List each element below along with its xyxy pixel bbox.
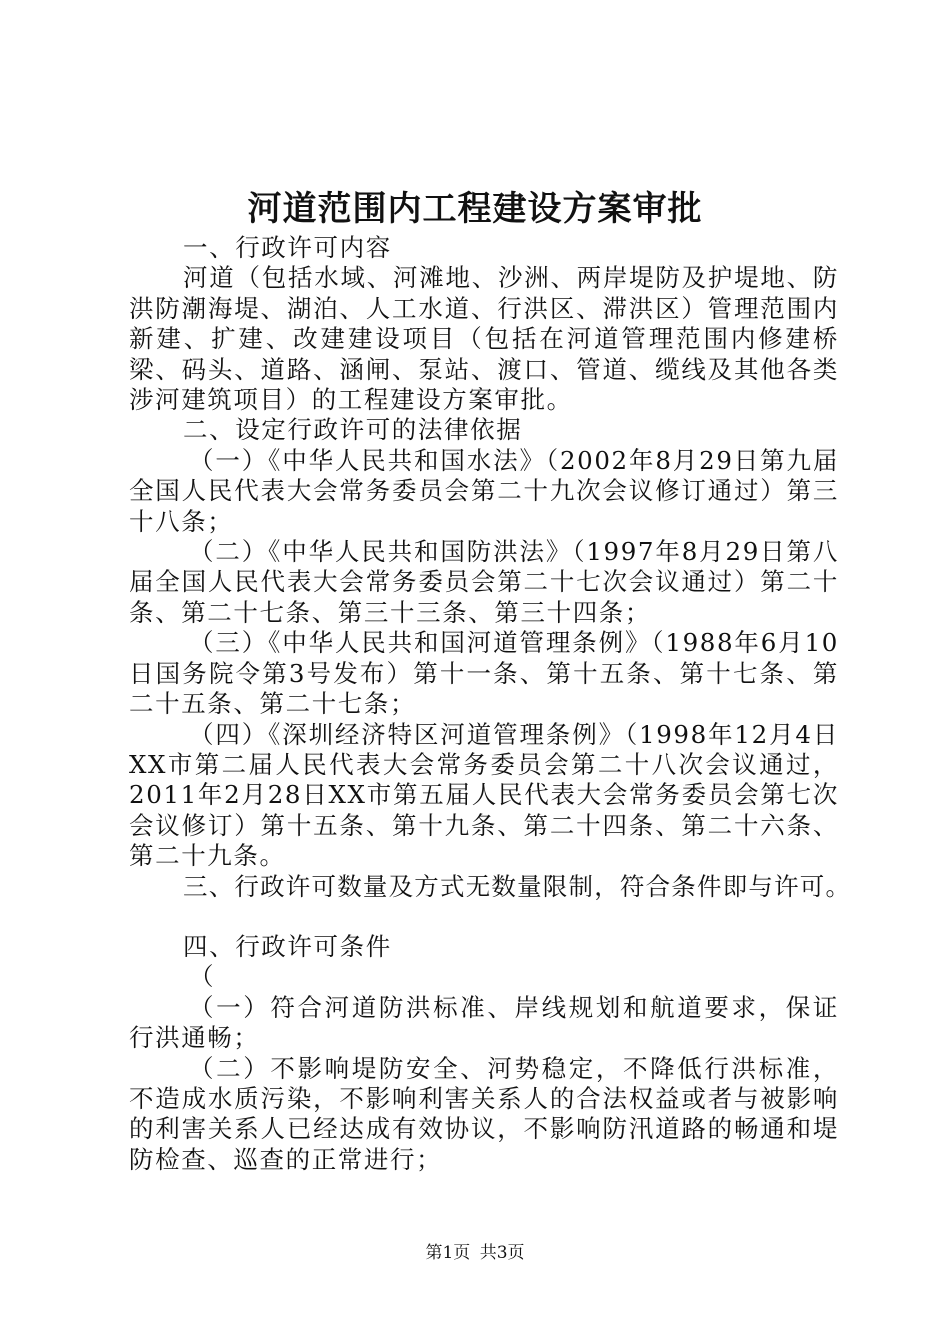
section-heading-content: 一、行政许可内容 <box>183 233 392 262</box>
legal-basis-item-2: （二）《中华人民共和国防洪法》（1997年8月29日第八届全国人民代表大会常务委员会第二十七次会议通过）第二十条、第二十七条、第三十三条、第三十四条； <box>129 537 839 627</box>
legal-basis-item-4: （四）《深圳经济特区河道管理条例》（1998年12月4日XX市第二届人民代表大会常务委员会第二十八次会议通过，2011年2月28日XX市第五届人民代表大会常务委员会第七次会议修订）第十五条、第十九条、第二十四条、第二十六条、第二十九条。 <box>129 719 839 871</box>
legal-basis-item-1: （一）《中华人民共和国水法》（2002年8月29日第九届全国人民代表大会常务委员会第二十九次会议修订通过）第三十八条； <box>129 445 839 536</box>
document-title: 河道范围内工程建设方案审批 <box>247 189 703 229</box>
legal-basis-item-3: （三）《中华人民共和国河道管理条例》（1988年6月10日国务院令第3号发布）第十一条、第十五条、第十七条、第二十五条、第二十七条； <box>129 628 839 719</box>
page-number: 第1页 <box>425 1243 471 1263</box>
page-footer <box>0 1240 950 1266</box>
stray-bracket-line: （ <box>189 962 216 992</box>
document-body <box>129 233 852 1175</box>
paragraph-scope: 河道（包括水域、河滩地、沙洲、两岸堤防及护堤地、防洪防潮海堤、湖泊、人工水道、行洪区、滞洪区）管理范围内新建、扩建、改建建设项目（包括在河道管理范围内修建桥梁、码头、道路、涵闸、泵站、渡口、管道、缆线及其他各类涉河建筑项目）的工程建设方案审批。 <box>129 263 839 415</box>
condition-item-1: （一）符合河道防洪标准、岸线规划和航道要求，保证行洪通畅； <box>129 992 839 1053</box>
condition-item-2: （二）不影响堤防安全、河势稳定，不降低行洪标准，不造成水质污染，不影响利害关系人的合法权益或者与被影响的利害关系人已经达成有效协议，不影响防汛道路的畅通和堤防检查、巡查的正常进行； <box>129 1053 839 1174</box>
section-heading-legal-basis: 二、设定行政许可的法律依据 <box>183 415 523 445</box>
section-heading-conditions: 四、行政许可条件 <box>183 931 392 961</box>
page-total: 共3页 <box>479 1243 525 1263</box>
paragraph-gap <box>129 902 839 932</box>
section-heading-quantity: 三、行政许可数量及方式无数量限制，符合条件即与许可。 <box>183 871 852 901</box>
